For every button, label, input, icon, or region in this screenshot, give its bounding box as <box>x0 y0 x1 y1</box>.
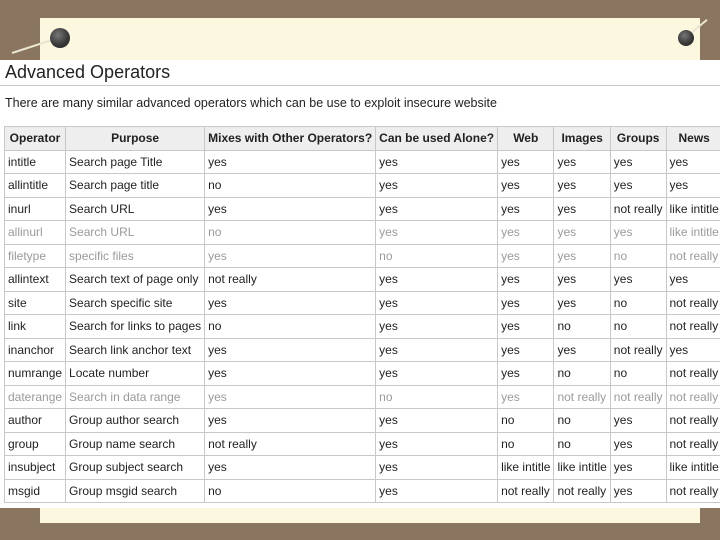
table-cell: no <box>610 362 666 386</box>
table-cell: yes <box>498 150 554 174</box>
column-header: Operator <box>5 127 66 151</box>
table-cell: yes <box>376 456 498 480</box>
table-cell: not really <box>666 362 720 386</box>
title-divider <box>0 85 720 86</box>
table-cell: msgid <box>5 479 66 503</box>
pushpin-icon <box>50 28 70 48</box>
table-cell: daterange <box>5 385 66 409</box>
table-cell: yes <box>554 244 610 268</box>
column-header: Mixes with Other Operators? <box>205 127 376 151</box>
table-cell: Search page title <box>66 174 205 198</box>
table-cell: not really <box>554 385 610 409</box>
table-cell: like intitle <box>498 456 554 480</box>
table-row <box>5 385 720 409</box>
table-cell: yes <box>554 221 610 245</box>
table-cell: yes <box>205 150 376 174</box>
table-cell: yes <box>554 150 610 174</box>
table-cell: Search URL <box>66 197 205 221</box>
table-row <box>5 432 720 456</box>
table-cell: no <box>554 315 610 339</box>
table-cell: no <box>554 432 610 456</box>
table-cell: Search link anchor text <box>66 338 205 362</box>
table-row <box>5 268 720 292</box>
table-cell: not really <box>666 432 720 456</box>
table-cell: yes <box>666 150 720 174</box>
table-cell: no <box>205 315 376 339</box>
table-cell: yes <box>554 197 610 221</box>
table-cell: yes <box>498 268 554 292</box>
table-cell: no <box>554 409 610 433</box>
table-cell: group <box>5 432 66 456</box>
table-cell: Group subject search <box>66 456 205 480</box>
table-cell: no <box>376 244 498 268</box>
table-cell: Search URL <box>66 221 205 245</box>
table-cell: link <box>5 315 66 339</box>
table-row <box>5 409 720 433</box>
table-cell: Group msgid search <box>66 479 205 503</box>
table-cell: yes <box>205 385 376 409</box>
table-row <box>5 221 720 245</box>
table-cell: yes <box>666 174 720 198</box>
table-cell: not really <box>205 268 376 292</box>
table-cell: yes <box>610 479 666 503</box>
column-header: Groups <box>610 127 666 151</box>
table-cell: yes <box>376 197 498 221</box>
table-cell: no <box>610 291 666 315</box>
column-header: Web <box>498 127 554 151</box>
table-cell: no <box>205 221 376 245</box>
table-cell: filetype <box>5 244 66 268</box>
operators-table <box>4 126 720 503</box>
column-header: Can be used Alone? <box>376 127 498 151</box>
table-cell: no <box>554 362 610 386</box>
table-cell: yes <box>498 315 554 339</box>
table-row <box>5 291 720 315</box>
table-cell: no <box>205 174 376 198</box>
table-cell: inanchor <box>5 338 66 362</box>
table-cell: yes <box>376 150 498 174</box>
table-cell: yes <box>610 221 666 245</box>
table-cell: yes <box>554 268 610 292</box>
table-row <box>5 197 720 221</box>
table-cell: yes <box>610 174 666 198</box>
column-header: Images <box>554 127 610 151</box>
table-cell: not really <box>554 479 610 503</box>
table-cell: like intitle <box>666 221 720 245</box>
table-cell: yes <box>498 174 554 198</box>
table-cell: specific files <box>66 244 205 268</box>
table-cell: yes <box>376 268 498 292</box>
table-cell: no <box>376 385 498 409</box>
table-cell: intitle <box>5 150 66 174</box>
table-cell: yes <box>205 291 376 315</box>
table-cell: yes <box>376 174 498 198</box>
table-cell: allintext <box>5 268 66 292</box>
table-cell: not really <box>666 291 720 315</box>
table-cell: yes <box>610 432 666 456</box>
table-cell: yes <box>666 338 720 362</box>
table-cell: yes <box>376 315 498 339</box>
column-header: Purpose <box>66 127 205 151</box>
table-cell: yes <box>666 268 720 292</box>
table-cell: not really <box>610 338 666 362</box>
intro-text: There are many similar advanced operators which can be use to exploit insecure website <box>5 96 497 110</box>
table-cell: yes <box>498 221 554 245</box>
table-cell: not really <box>666 244 720 268</box>
table-row <box>5 174 720 198</box>
column-header: News <box>666 127 720 151</box>
table-cell: author <box>5 409 66 433</box>
table-row <box>5 315 720 339</box>
table-cell: Locate number <box>66 362 205 386</box>
table-cell: insubject <box>5 456 66 480</box>
table-cell: yes <box>205 456 376 480</box>
table-cell: yes <box>610 409 666 433</box>
table-cell: yes <box>498 197 554 221</box>
table-row <box>5 150 720 174</box>
table-cell: yes <box>376 362 498 386</box>
table-cell: allintitle <box>5 174 66 198</box>
table-cell: yes <box>610 456 666 480</box>
table-cell: yes <box>498 385 554 409</box>
table-cell: not really <box>666 315 720 339</box>
table-cell: not really <box>610 385 666 409</box>
table-cell: yes <box>498 338 554 362</box>
table-cell: yes <box>498 291 554 315</box>
table-cell: numrange <box>5 362 66 386</box>
table-cell: yes <box>205 362 376 386</box>
table-cell: Search page Title <box>66 150 205 174</box>
table-header-row <box>5 127 720 151</box>
slide-content <box>0 60 720 508</box>
table-cell: no <box>610 244 666 268</box>
table-row <box>5 244 720 268</box>
table-cell: not really <box>610 197 666 221</box>
table-cell: yes <box>610 268 666 292</box>
table-cell: allinurl <box>5 221 66 245</box>
table-cell: yes <box>376 409 498 433</box>
table-cell: yes <box>554 338 610 362</box>
table-cell: like intitle <box>554 456 610 480</box>
table-cell: yes <box>376 221 498 245</box>
table-cell: like intitle <box>666 456 720 480</box>
table-cell: yes <box>205 197 376 221</box>
table-cell: Search specific site <box>66 291 205 315</box>
page-title: Advanced Operators <box>5 62 171 82</box>
table-cell: yes <box>498 244 554 268</box>
table-cell: Search in data range <box>66 385 205 409</box>
table-cell: Search for links to pages <box>66 315 205 339</box>
table-cell: no <box>498 409 554 433</box>
table-cell: not really <box>205 432 376 456</box>
table-cell: yes <box>554 174 610 198</box>
table-cell: yes <box>205 409 376 433</box>
table-cell: yes <box>376 479 498 503</box>
table-cell: inurl <box>5 197 66 221</box>
table-row <box>5 338 720 362</box>
table-cell: yes <box>376 338 498 362</box>
table-cell: no <box>498 432 554 456</box>
table-cell: not really <box>498 479 554 503</box>
table-cell: yes <box>376 291 498 315</box>
table-cell: yes <box>376 432 498 456</box>
table-cell: Group author search <box>66 409 205 433</box>
table-cell: yes <box>498 362 554 386</box>
table-cell: Search text of page only <box>66 268 205 292</box>
table-cell: like intitle <box>666 197 720 221</box>
table-cell: yes <box>554 291 610 315</box>
table-cell: yes <box>205 244 376 268</box>
table-cell: site <box>5 291 66 315</box>
table-cell: yes <box>610 150 666 174</box>
table-cell: not really <box>666 409 720 433</box>
table-row <box>5 362 720 386</box>
table-row <box>5 479 720 503</box>
table-cell: Group name search <box>66 432 205 456</box>
table-cell: no <box>205 479 376 503</box>
table-cell: not really <box>666 479 720 503</box>
table-cell: no <box>610 315 666 339</box>
pushpin-icon <box>678 30 694 46</box>
table-cell: not really <box>666 385 720 409</box>
table-cell: yes <box>205 338 376 362</box>
table-row <box>5 456 720 480</box>
